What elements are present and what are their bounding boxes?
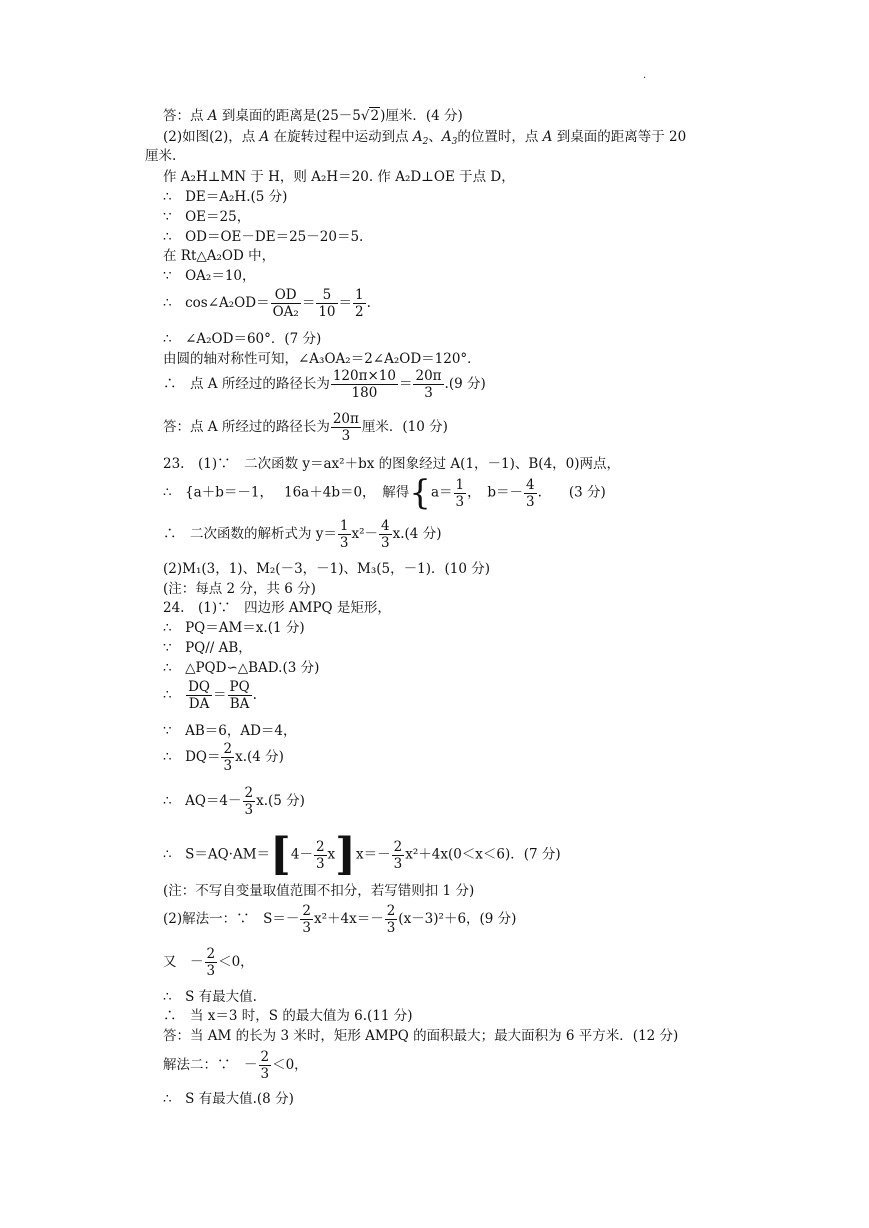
coefficient-negative: 又 － $\frac{2}{3}$ ＜0， <box>163 946 254 979</box>
area-equation: ∴ S＝AQ·AM＝[4－ $\frac{2}{3}$ x]x＝－ $\frac{2}{3}$ x²＋4x(0＜x＜6)．(7 分) <box>163 829 561 880</box>
note-points: (注：每点 2 分，共 6 分) <box>163 581 316 597</box>
step-pq: ∴ PQ＝AM＝x.(1 分) <box>163 620 305 636</box>
method-1: (2)解法一：∵ S＝－ $\frac{2}{3}$ x²＋4x＝－ $\frac{2}{3}$ (x－3)²＋6，(9 分) <box>163 903 517 936</box>
step-symmetry: 由圆的轴对称性可知，∠A₃OA₂＝2∠A₂OD＝120°． <box>163 351 481 367</box>
answer-path: 答：点 A 所经过的路径长为 $\frac{20\pi}{3}$ 厘米．(10 分) <box>163 411 448 444</box>
construction-line: 作 A₂H⊥MN 于 H，则 A₂H＝20. 作 A₂D⊥OE 于点 D， <box>163 169 515 185</box>
answer-distance: 答：点 A 到桌面的距离是(25－5√2)厘米．(4 分) <box>163 108 463 124</box>
question-24: 24. (1)∵ 四边形 AMPQ 是矩形， <box>163 600 391 616</box>
part2-text: (2)如图(2)，点 A 在旋转过程中运动到点 $A_2$、$A_3$的位置时，点 A 到桌面的距离等于 20 <box>163 129 687 147</box>
ratio-equation: ∴ $\frac{DQ}{DA}$ ＝ $\frac{PQ}{BA}$ . <box>163 679 257 712</box>
part2-text-cont: 厘米. <box>145 148 177 164</box>
quadratic-expression: ∴ 二次函数的解析式为 y＝ $\frac{1}{3}$ x²－ $\frac{4}{3}$ x.(4 分) <box>163 518 442 551</box>
step-de: ∴ DE＝A₂H.(5 分) <box>163 189 288 205</box>
has-max: ∴ S 有最大值. <box>163 989 257 1005</box>
step-ab: ∵ AB＝6，AD＝4， <box>163 723 297 739</box>
max-value: ∴ 当 x＝3 时，S 的最大值为 6.(11 分) <box>163 1008 413 1024</box>
top-mark: . <box>643 70 647 81</box>
dq-equation: ∴ DQ＝ $\frac{2}{3}$ x.(4 分) <box>163 741 284 774</box>
step-similar: ∴ △PQD∽△BAD.(3 分) <box>163 660 320 676</box>
cos-equation: ∴ cos∠A₂OD＝ $\frac{OD}{\text{OA₂}}$ ＝ $\frac{5}{10}$ ＝ $\frac{1}{2}$ . <box>163 287 371 320</box>
has-max-2: ∴ S 有最大值.(8 分) <box>163 1091 294 1107</box>
step-rt: 在 Rt△A₂OD 中， <box>163 248 276 264</box>
system-solution: ∴ {a＋b＝－1， 16a＋4b＝0， 解得{a＝ $\frac{1}{3}$ ， b＝－ $\frac{4}{3}$ . (3 分) <box>163 473 606 513</box>
note-domain: (注：不写自变量取值范围不扣分，若写错则扣 1 分) <box>163 883 475 899</box>
aq-equation: ∴ AQ＝4－ $\frac{2}{3}$ x.(5 分) <box>163 785 305 818</box>
method-2: 解法二：∵ － $\frac{2}{3}$ ＜0， <box>163 1049 308 1082</box>
step-angle: ∴ ∠A₂OD＝60°．(7 分) <box>163 331 322 347</box>
step-od: ∴ OD＝OE－DE＝25－20＝5. <box>163 229 364 245</box>
points-m: (2)M₁(3，1)、M₂(－3，－1)、M₃(5，－1)．(10 分) <box>163 561 490 577</box>
step-parallel: ∵ PQ// AB， <box>163 640 252 656</box>
question-23: 23. (1)∵ 二次函数 y＝ax²＋bx 的图象经过 A(1，－1)、B(4，0)两点， <box>163 456 621 472</box>
answer-area: 答：当 AM 的长为 3 米时，矩形 AMPQ 的面积最大；最大面积为 6 平方米．(12 分) <box>163 1028 679 1044</box>
step-oe: ∵ OE＝25， <box>163 209 251 225</box>
path-length: ∴ 点 A 所经过的路径长为 $\frac{120\pi\times 10}{180}$ ＝ $\frac{20\pi}{3}$ .(9 分) <box>163 368 486 401</box>
step-oa2: ∵ OA₂＝10， <box>163 268 256 284</box>
